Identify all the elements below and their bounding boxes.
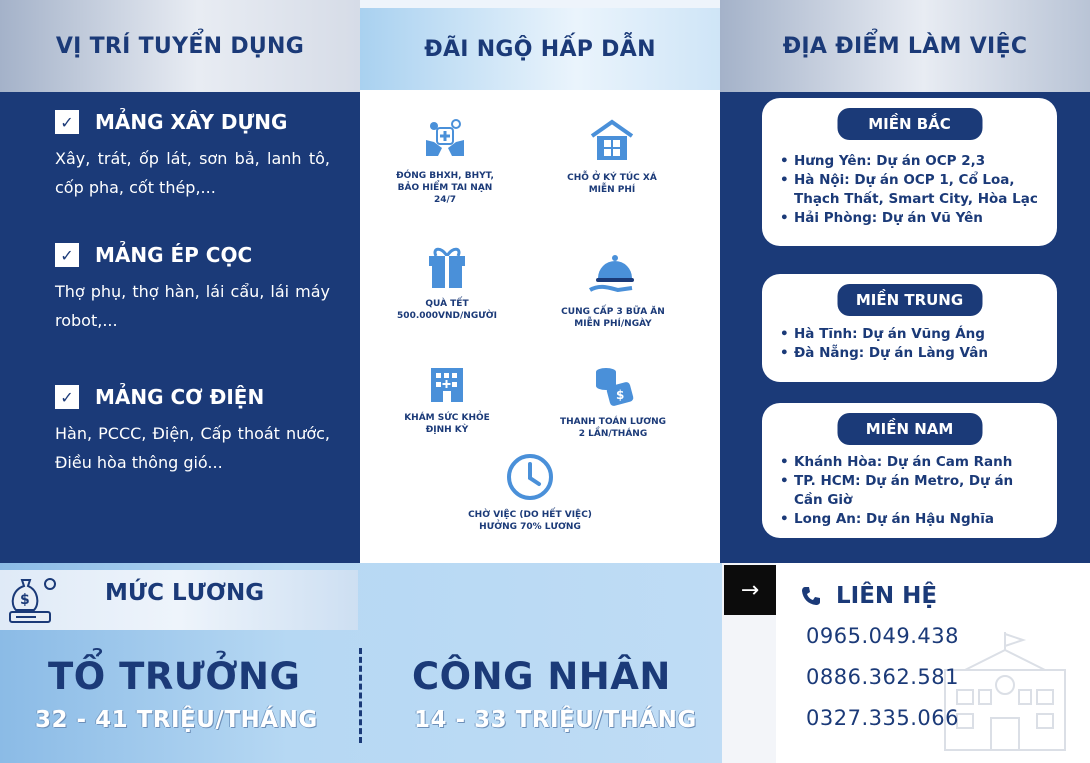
benefit-line: CHỖ Ở KÝ TÚC XÁ (567, 173, 657, 183)
benefit-tet-gift (377, 244, 517, 322)
benefits-title: ĐÃI NGỘ HẤP DẪN (424, 36, 656, 62)
benefit-line: HƯỞNG 70% LƯƠNG (479, 522, 581, 532)
benefit-waiting-pay (460, 453, 600, 533)
section-title: MẢNG CƠ ĐIỆN (95, 385, 265, 409)
benefit-health-check (377, 364, 517, 436)
region-card-central (762, 274, 1057, 382)
hospital-icon (427, 364, 467, 404)
section-piling (55, 243, 330, 335)
benefit-line: ĐÓNG BHXH, BHYT, (396, 171, 494, 181)
location-item: • Long An: Dự án Hậu Nghĩa (780, 510, 1039, 529)
clock-icon (506, 453, 554, 501)
salary-label: MỨC LƯƠNG (105, 580, 265, 606)
benefit-line: MIỄN PHÍ/NGÀY (574, 319, 652, 329)
section-body: Thợ phụ, thợ hàn, lái cẩu, lái máy robot,... (55, 282, 330, 330)
benefit-dormitory (542, 118, 682, 196)
benefits-header (360, 8, 720, 90)
work-location-title: ĐỊA ĐIỂM LÀM VIỆC (782, 33, 1028, 59)
job-positions-title: VỊ TRÍ TUYỂN DỤNG (55, 33, 305, 59)
benefit-meals (543, 252, 683, 330)
role-team-leader: TỔ TRƯỞNG (48, 655, 301, 698)
region-card-north (762, 98, 1057, 246)
money-bag-icon (8, 570, 64, 626)
insurance-hands-icon (422, 118, 468, 162)
pay-worker: 14 - 33 TRIỆU/THÁNG (414, 707, 697, 733)
benefit-line: QUÀ TẾT (425, 299, 469, 309)
building-watermark-icon (935, 630, 1075, 755)
checkbox-icon: ✓ (55, 110, 79, 134)
phone-number[interactable]: 0965.049.438 (806, 624, 959, 648)
benefit-line: CUNG CẤP 3 BỮA ĂN (561, 307, 665, 317)
contact-label: LIÊN HỆ (836, 583, 938, 609)
location-item: • Hưng Yên: Dự án OCP 2,3 (780, 152, 1039, 171)
benefit-line: 2 LẦN/THÁNG (578, 429, 648, 439)
region-label: MIỀN BẮC (837, 108, 982, 140)
job-positions-header (0, 0, 360, 92)
benefits-panel (360, 0, 720, 563)
region-label: MIỀN NAM (837, 413, 982, 445)
role-worker: CÔNG NHÂN (412, 655, 671, 698)
coins-icon (590, 364, 636, 408)
checkbox-icon: ✓ (55, 243, 79, 267)
section-title: MẢNG XÂY DỰNG (95, 110, 288, 134)
phone-icon (800, 585, 822, 607)
benefit-line: MIỄN PHÍ (588, 185, 636, 195)
benefit-line: THANH TOÁN LƯƠNG (559, 417, 667, 427)
benefit-line: CHỜ VIỆC (DO HẾT VIỆC) (468, 510, 592, 520)
section-body: Hàn, PCCC, Điện, Cấp thoát nước, Điều hòa thông gió... (55, 424, 330, 472)
checkbox-icon: ✓ (55, 385, 79, 409)
benefit-salary-payment (543, 364, 683, 440)
section-mep (55, 385, 330, 477)
region-card-south (762, 403, 1057, 538)
location-item: • Hải Phòng: Dự án Vũ Yên (780, 209, 1039, 228)
meal-cloche-icon (588, 252, 638, 298)
location-item: • Đà Nẵng: Dự án Làng Vân (780, 344, 1039, 363)
location-item: • Hà Tĩnh: Dự án Vũng Áng (780, 325, 1039, 344)
phone-number[interactable]: 0886.362.581 (806, 665, 959, 689)
phone-number[interactable]: 0327.335.066 (806, 706, 959, 730)
arrow-right-icon: → (724, 565, 776, 615)
section-construction (55, 110, 330, 202)
salary-divider (359, 648, 362, 743)
benefit-line: 500.000VND/NGƯỜI (397, 311, 497, 321)
benefit-line: ĐỊNH KỲ (425, 425, 469, 435)
region-label: MIỀN TRUNG (837, 284, 982, 316)
benefit-line: BẢO HIỂM TAI NẠN (397, 183, 493, 193)
section-title: MẢNG ÉP CỌC (95, 243, 253, 267)
contact-header (800, 583, 937, 609)
section-body: Xây, trát, ốp lát, sơn bả, lanh tô, cốp pha, cốt thép,... (55, 149, 330, 197)
benefit-line: 24/7 (433, 195, 457, 205)
gift-icon (426, 244, 468, 290)
pay-team-leader: 32 - 41 TRIỆU/THÁNG (35, 707, 318, 733)
job-positions-panel (0, 0, 360, 563)
benefit-line: KHÁM SỨC KHỎE (404, 413, 490, 423)
dormitory-icon (589, 118, 635, 164)
location-item: • Hà Nội: Dự án OCP 1, Cổ Loa, Thạch Thất, Smart City, Hòa Lạc (780, 171, 1039, 209)
location-item: • Khánh Hòa: Dự án Cam Ranh (780, 453, 1039, 472)
location-item: • TP. HCM: Dự án Metro, Dự án Cần Giờ (780, 472, 1039, 510)
work-location-panel (720, 0, 1090, 563)
svg-text:$: $ (20, 592, 30, 608)
benefit-insurance (375, 118, 515, 206)
svg-text:$: $ (616, 388, 625, 402)
work-location-header (720, 0, 1090, 92)
